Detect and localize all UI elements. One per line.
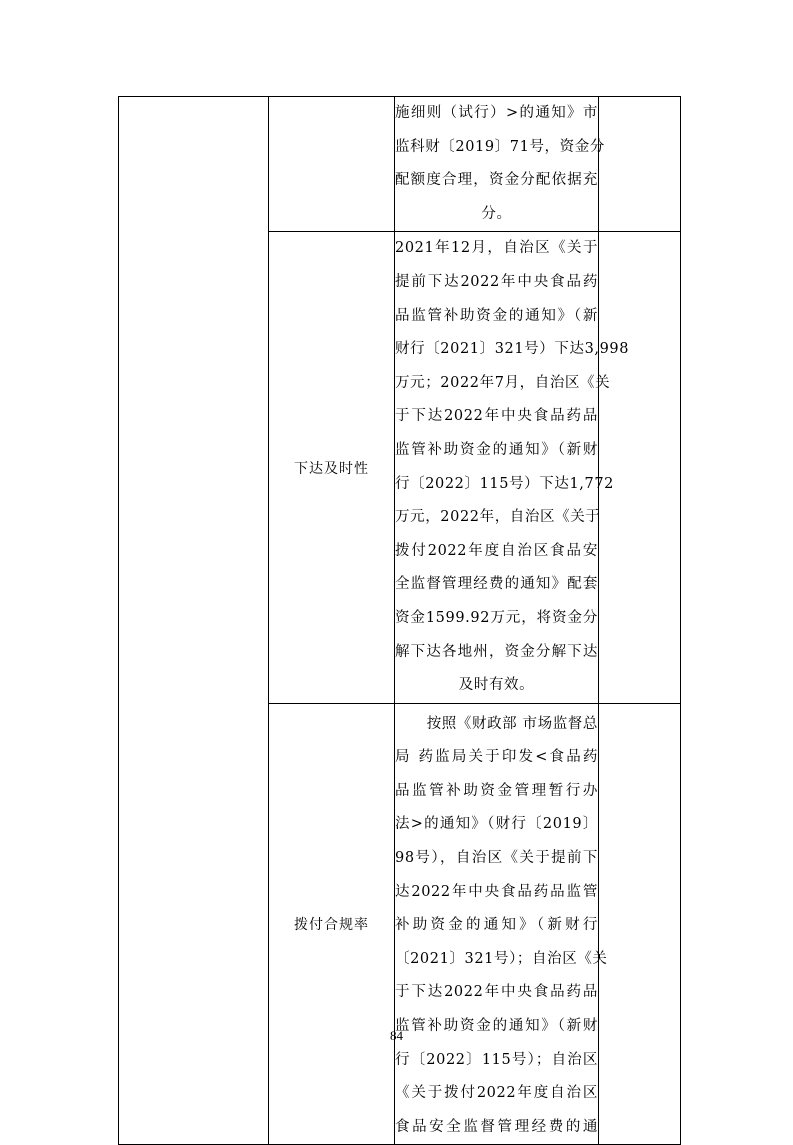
criterion-cell: 拨付合规率 bbox=[269, 703, 395, 1145]
description-cell bbox=[395, 97, 605, 232]
text-line: 补助资金的通知》（新财行 bbox=[395, 917, 598, 934]
text-line: 〔2021〕321号）；自治区《关 bbox=[395, 950, 608, 967]
score-cell bbox=[599, 97, 681, 232]
text-line: 资金1599.92万元，将资金分 bbox=[395, 609, 598, 626]
page-number: 84 bbox=[390, 1028, 403, 1043]
text-line: 万元，2022年，自治区《关于 bbox=[395, 509, 601, 526]
text-line: 98号），自治区《关于提前下 bbox=[395, 850, 598, 867]
text-line: 品监管补助资金的通知》（新 bbox=[395, 307, 598, 324]
score-cell bbox=[599, 232, 681, 703]
text-line: 万元；2022年7月，自治区《关 bbox=[395, 374, 611, 391]
text-line: 分。 bbox=[481, 205, 512, 222]
text-line: 行〔2022〕115号）下达1,772 bbox=[395, 475, 614, 492]
text-line: 拨付2022年度自治区食品安 bbox=[395, 542, 598, 559]
text-line: 及时有效。 bbox=[458, 677, 535, 694]
criterion-cell bbox=[269, 97, 395, 232]
text-line: 配额度合理，资金分配依据充 bbox=[395, 172, 598, 189]
text-line: 解下达各地州，资金分解下达 bbox=[395, 643, 598, 660]
criterion-cell: 下达及时性 bbox=[269, 232, 395, 703]
text-line: 提前下达2022年中央食品药 bbox=[395, 273, 598, 290]
text-line: 监管补助资金的通知》（新财 bbox=[395, 441, 598, 458]
description-cell bbox=[395, 703, 608, 1145]
text-line: 财行〔2021〕321号）下达3,998 bbox=[395, 341, 630, 358]
evaluation-table bbox=[118, 96, 681, 1145]
text-line: 施细则（试行）>的通知》市 bbox=[395, 105, 598, 121]
text-line: 于下达2022年中央食品药品 bbox=[395, 408, 598, 425]
table-row bbox=[119, 97, 681, 232]
score-cell bbox=[599, 703, 681, 1145]
text-line: 按照《财政部 市场监督总 bbox=[426, 715, 598, 732]
text-line: 监管补助资金的通知》（新财 bbox=[395, 1018, 598, 1035]
text-line: 达2022年中央食品药品监管 bbox=[395, 883, 598, 900]
category-cell bbox=[119, 97, 269, 1145]
text-line: 局 药监局关于印发<食品药 bbox=[395, 749, 598, 766]
text-line: 《关于拨付2022年度自治区 bbox=[395, 1085, 598, 1102]
text-line: 品监管补助资金管理暂行办 bbox=[395, 782, 598, 799]
text-line: 行〔2022〕115号）；自治区 bbox=[395, 1051, 598, 1068]
text-line: 于下达2022年中央食品药品 bbox=[395, 984, 598, 1001]
description-cell bbox=[395, 232, 630, 703]
text-line: 2021年12月，自治区《关于 bbox=[395, 240, 598, 257]
text-line: 监科财〔2019〕71号，资金分 bbox=[395, 138, 605, 155]
text-line: 食品安全监督管理经费的通 bbox=[395, 1118, 598, 1135]
text-line: 法>的通知》（财行〔2019〕 bbox=[395, 816, 598, 833]
text-line: 全监督管理经费的通知》配套 bbox=[395, 576, 598, 593]
